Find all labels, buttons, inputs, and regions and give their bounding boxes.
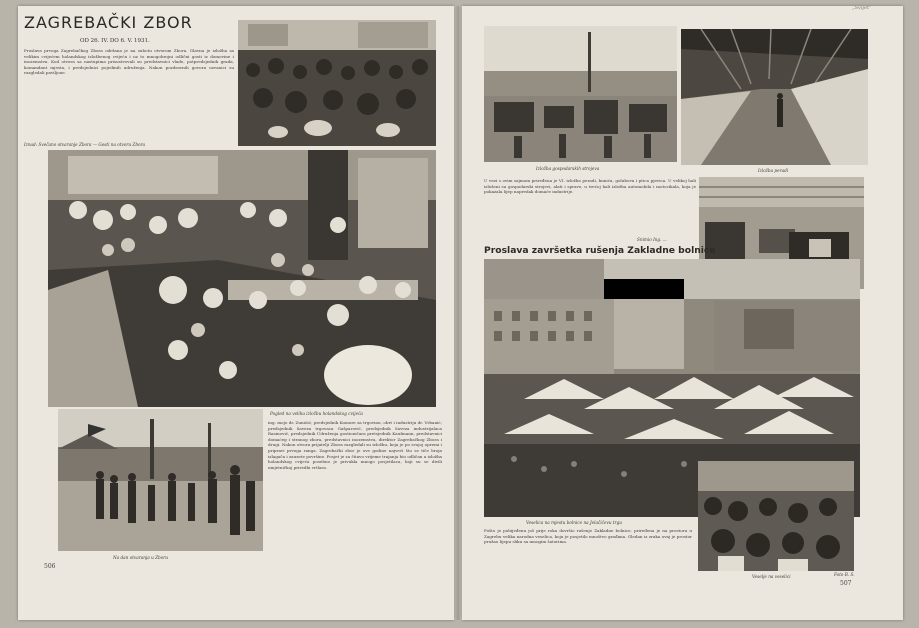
poultry-hall-photo [681, 29, 868, 165]
machinery-photo-caption: Izložba gospodarskih strojeva [536, 166, 600, 171]
section-headline: Proslava završetka rušenja Zakladne bolnice [484, 245, 716, 256]
flowers-photo-caption: Pogled na veliku izložbu holandskog cvijeća [270, 411, 363, 416]
right-page-number: 507 [840, 580, 852, 587]
lower-text-column: Pošto je pobijeđenu još prije roka dovršio rušenje Zakladne bolnice, priređena je na prostoru u Zagrebu velika narodna veselica, koju je posjetilo mnoštvo građana. Gledan iz zraka ovaj je prostor pružao lijepu sliku sa mnogim šatorima. [484, 528, 692, 545]
right-page [462, 6, 903, 620]
poultry-photo-caption: Izložba peradi [758, 168, 789, 173]
left-page [18, 6, 454, 620]
intro-photo-caption: Iznad: Svečano otvaranje Zbora — Gosti na otvoru Zbora [24, 142, 146, 147]
intro-text-column: Proslava prvoga Zagrebačkog Zbora održana je na subotu otvorom Zbora. Glavna je izložba sa velikim cvijećem holandskog izložbenog cvijeća i uz to mnogobrojni odlični gosti iz domovine i inozemstva. Kod otvora sa nastupima prisustvovali su predstavnici vlade, potpredsjednik grada, komandant mjesta, i predsjednici pojedinih udruženja. Nakon pozdravnih govora uzvanici su razgledali paviljone. [24, 48, 234, 76]
photo-credit: Foto B. S. [834, 572, 855, 577]
spread-gutter [454, 6, 462, 620]
street-photo-caption: Na dan otvaranja u Zboru [113, 555, 168, 560]
running-head: „Svijet” [852, 6, 872, 11]
page-headline: ZAGREBAČKI ZBOR [24, 13, 193, 32]
celebration-photo-caption: Veselica na mjestu bolnice na Jelačićevu trgu [526, 520, 622, 525]
crowd-inset-caption: Veselje na veselici [752, 574, 791, 579]
left-page-number: 506 [44, 563, 56, 570]
upper-text-column: U vezi s ovim sajmom priređena je VI. izložba peradi, kunića, golubova i ptica pjevica. U velikoj hali izloženi su gospodarski strojevi, alati i sprave, u trećoj hali izložba automobila i motocikala, koja je pokazala lijep napredak domaće industrije. [484, 178, 696, 195]
headline-dateline: OD 26. IV. DO 6. V. 1931. [80, 38, 150, 44]
body-text-column: ing. mojo dr. Zuniöić, predsjednik Komore za trgovinu, obrt i industriju dr. Vrbanić, predsjednik Saveza trgovaca Gašparović, predsjednik Saveza industrijalaca Rasinović, predsjednik Udruženja gostioničara pretsjednik Kaufmann, predstavnici domaćeg i stranog zbora, predstavnici inozemstva, direktor Zagrebačkog Zbora i drugi. Nakon otvora prijatelji Zbora razgledali su izložbu, koja je po svojoj opremi i pripravi prvoga ranga. Zagrebački zbor je ove godine najveći što se tiče broja izlagača i zauzete površine. Posjet je za čitavo vrijeme trajanja bio odličan a izložba holandskog cvijeća posebno je privukla mnogo posjetilaca, koji su se divili umjetničkoj priredbi vrtlara. [268, 420, 442, 470]
festival-crowd-inset-photo [698, 461, 854, 571]
upper-photo-credit: Snimio Ing. ... [637, 237, 667, 242]
machinery-exhibition-photo [484, 26, 677, 162]
flower-exhibition-photo [48, 150, 436, 407]
street-opening-day-photo [58, 409, 263, 551]
crowd-photo [238, 20, 436, 146]
